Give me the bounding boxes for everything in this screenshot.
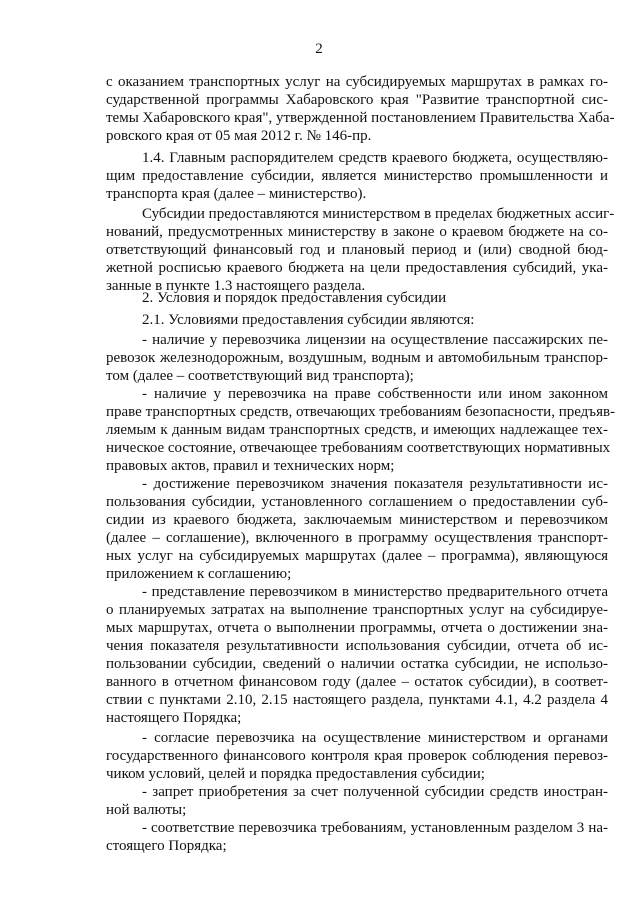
text-line: 1.4. Главным распорядителем средств краевого бюджета, осуществляю- [142,150,608,166]
text-line: праве транспортных средств, отвечающих требованиям безопасности, предъяв- [106,404,616,420]
text-line: том (далее – соответствующий вид транспорта); [106,368,414,384]
text-line: жетной росписью краевого бюджета на цели предоставления субсидий, ука- [106,260,608,276]
text-line: - представление перевозчиком в министерство предварительного отчета [142,584,608,600]
text-line: ляемым к данным видам транспортных средств, и имеющих надлежащее тех- [106,422,608,438]
section-heading-line: 2.1. Условиями предоставления субсидии являются: [142,312,475,328]
text-line: - наличие у перевозчика на праве собственности или ином законном [142,386,608,402]
text-line: с оказанием транспортных услуг на субсидируемых маршрутах в рамках го- [106,74,608,90]
text-line: стоящего Порядка; [106,838,227,854]
text-line: Субсидии предоставляются министерством в пределах бюджетных ассиг- [142,206,615,222]
text-line: чиком условий, целей и порядка предоставления субсидии; [106,766,485,782]
text-line: - согласие перевозчика на осуществление министерством и органами [142,730,608,746]
text-line: пользования субсидии, установленного соглашением о предоставлении суб- [106,494,608,510]
text-line: сударственной программы Хабаровского края "Развитие транспортной сис- [106,92,608,108]
text-line: ническое состояние, отвечающее требованиям соответствующих нормативных [106,440,611,456]
text-line: - запрет приобретения за счет полученной субсидии средств иностран- [142,784,608,800]
text-line: ной валюты; [106,802,187,818]
text-line: ответствующий финансовый год и плановый период и (или) сводной бюд- [106,242,608,258]
text-line: занные в пункте 1.3 настоящего раздела. [106,278,366,294]
text-line: мых маршрутах, отчета о выполнении программы, отчета о достижении зна- [106,620,608,636]
text-line: о планируемых затратах на выполнение транспортных услуг на субсидируе- [106,602,608,618]
text-line: правовых актов, правил и технических норм; [106,458,395,474]
text-line: пользовании субсидии, сведений о наличии остатка субсидии, не использо- [106,656,608,672]
section-heading-line: 2. Условия и порядок предоставления субсидии [142,290,447,306]
text-line: ванного в отчетном финансовом году (далее – остаток субсидии), в соответ- [106,674,608,690]
text-line: ствии с пунктами 2.10, 2.15 настоящего раздела, пунктами 4.1, 4.2 раздела 4 [106,692,608,708]
text-line: приложением к соглашению; [106,566,292,582]
text-line: чения показателя результативности использования субсидии, отчета об ис- [106,638,608,654]
text-line: транспорта края (далее – министерство). [106,186,367,202]
text-line: (далее – соглашение), включенного в программу осуществления транспорт- [106,530,608,546]
text-line: ревозок железнодорожным, воздушным, водным и автомобильным транспор- [106,350,608,366]
text-line: ровского края от 05 мая 2012 г. № 146-пр. [106,128,372,144]
text-line: нований, предусмотренных министерству в законе о краевом бюджете на со- [106,224,608,240]
text-line: - наличие у перевозчика лицензии на осуществление пассажирских пе- [142,332,608,348]
text-line: ных услуг на субсидируемых маршрутах (далее – программа), являющуюся [106,548,608,564]
text-line: сидии из краевого бюджета, заключаемым министерством и перевозчиком [106,512,608,528]
text-line: государственного финансового контроля края проверок соблюдения перевоз- [106,748,608,764]
text-line: темы Хабаровского края", утвержденной постановлением Правительства Хаба- [106,110,615,126]
page-number: 2 [315,41,323,57]
text-line: - соответствие перевозчика требованиям, установленным разделом 3 на- [142,820,608,836]
text-line: - достижение перевозчиком значения показателя результативности ис- [142,476,608,492]
text-line: щим предоставление субсидии, является министерство промышленности и [106,168,608,184]
text-line: настоящего Порядка; [106,710,242,726]
